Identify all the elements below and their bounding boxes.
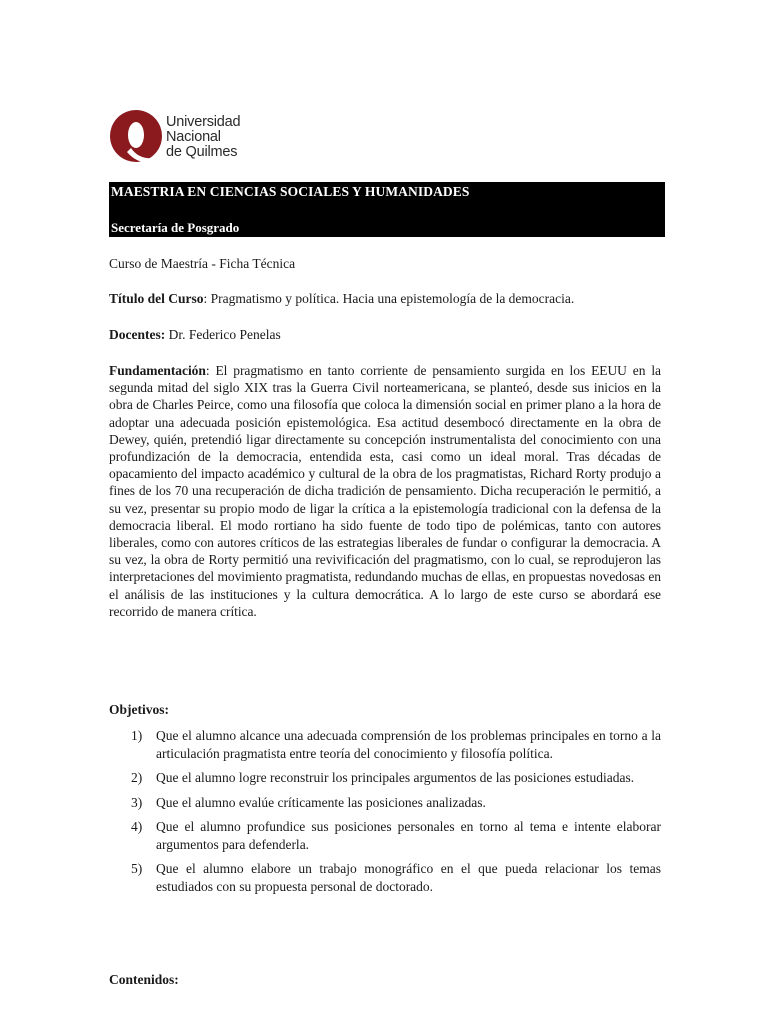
list-item [131, 818, 661, 853]
logo-line-3: de Quilmes [166, 144, 238, 160]
teachers-label: Docentes: [109, 327, 166, 342]
contents-heading: Contenidos: [109, 972, 179, 987]
list-item-number: 5) [131, 861, 143, 876]
list-item [131, 860, 661, 895]
logo-line-2: Nacional [166, 129, 221, 145]
list-item-number: 4) [131, 819, 143, 834]
list-item [131, 769, 661, 787]
quilmes-q-logo-icon [109, 108, 163, 166]
list-item [131, 727, 661, 762]
course-title-value: : Pragmatismo y política. Hacia una epistemología de la democracia. [203, 291, 575, 306]
teachers-value: Dr. Federico Penelas [165, 327, 281, 342]
program-title: MAESTRIA EN CIENCIAS SOCIALES Y HUMANIDADES [111, 184, 470, 199]
program-subtitle: Secretaría de Posgrado [111, 220, 240, 235]
course-title-label: Título del Curso [109, 291, 204, 306]
list-item [131, 794, 661, 812]
list-item-text: Que el alumno alcance una adecuada comprensión de los problemas principales en torno a la articulación pragmatista entre teoría del conocimiento y filosofía política. [156, 728, 661, 761]
list-item-number: 1) [131, 728, 143, 743]
course-title-line [109, 291, 574, 307]
list-item-number: 2) [131, 770, 143, 785]
list-item-text: Que el alumno elabore un trabajo monográfico en el que pueda relacionar los temas estudiados con su propuesta personal de doctorado. [156, 861, 661, 894]
teachers-line [109, 327, 281, 343]
objectives-heading: Objetivos: [109, 702, 169, 717]
fundamentacion-label: Fundamentación [109, 363, 206, 378]
university-name [166, 115, 240, 160]
document-type: Curso de Maestría - Ficha Técnica [109, 256, 296, 271]
fundamentacion-text: : El pragmatismo en tanto corriente de pensamiento surgida en los EEUU en la segunda mitad del siglo XIX tras la Guerra Civil norteamericana, se planteó, desde sus inicios en la obra de Charles Peirce, como una filosofía que coloca la dimensión social en primer plano a la hora de adoptar una adecuada posición epistemológica. Esa actitud desembocó directamente en la obra de Dewey, quién, pretendió ligar directamente su concepción instrumentalista del conocimiento con una profundización de la democracia, entendida esta, casi como un ideal moral. Tras décadas de opacamiento del impacto académico y cultural de la obra de los pragmatistas, Richard Rorty produjo a fines de los 70 una recuperación de dicha tradición de pensamiento. Dicha recuperación le permitió, a su vez, presentar su propio modo de ligar la crítica a la epistemología tradicional con la defensa de la democracia liberal. El modo rortiano ha sido fuente de todo tipo de polémicas, tanto con autores liberales, como con autores críticos de las estrategias liberales de fundar o configurar la democracia. A su vez, la obra de Rorty permitió una revivificación del pragmatismo, con lo cual, se reprodujeron las interpretaciones del movimiento pragmatista, redundando muchas de ellas, en propuestas novedosas en el análisis de las instituciones y la cultura democrática. A lo largo de este curso se abordará ese recorrido de manera crítica. [109, 363, 661, 619]
fundamentacion-paragraph [109, 362, 661, 620]
list-item-text: Que el alumno evalúe críticamente las posiciones analizadas. [156, 794, 486, 810]
list-item-number: 3) [131, 794, 143, 810]
objectives-list [131, 727, 661, 902]
university-logo [109, 108, 269, 166]
logo-line-1: Universidad [166, 114, 241, 130]
list-item-text: Que el alumno profundice sus posiciones personales en torno al tema e intente elaborar argumentos para defenderla. [156, 819, 661, 852]
list-item-text: Que el alumno logre reconstruir los principales argumentos de las posiciones estudiadas. [156, 770, 635, 785]
program-banner [109, 182, 665, 237]
